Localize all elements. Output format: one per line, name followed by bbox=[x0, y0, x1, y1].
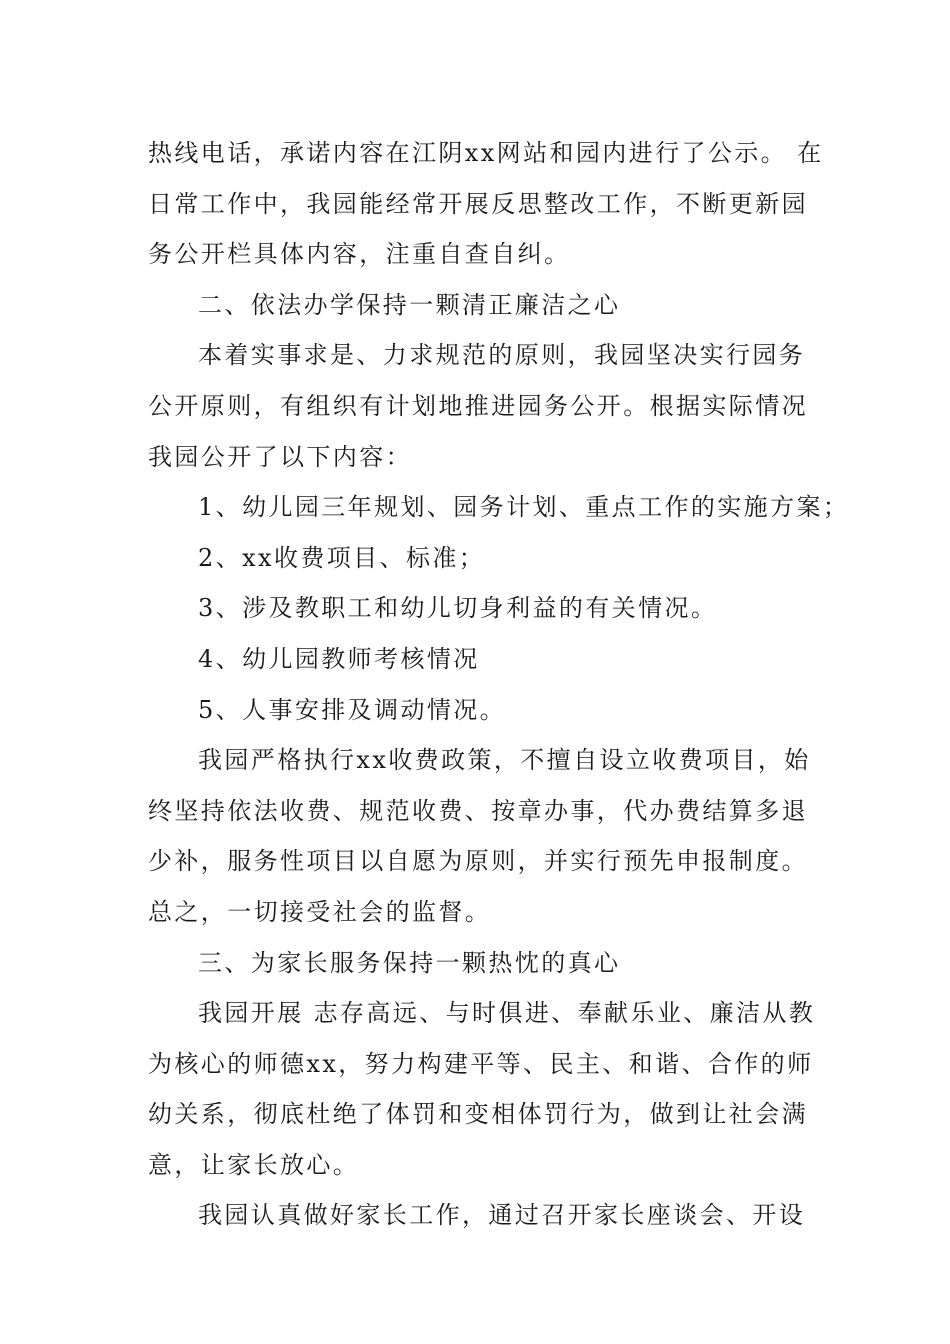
list-item: 3、涉及教职工和幼儿切身利益的有关情况。 bbox=[198, 594, 718, 623]
section-heading: 二、依法办学保持一颗清正廉洁之心 bbox=[198, 290, 621, 319]
text-line: 热线电话，承诺内容在江阴xx网站和园内进行了公示。 在 bbox=[148, 139, 824, 167]
text-line: 公开原则，有组织有计划地推进园务公开。根据实际情况 bbox=[148, 391, 808, 420]
text-line: 日常工作中，我园能经常开展反思整改工作，不断更新园 bbox=[148, 189, 808, 218]
text-line: 我园开展 志存高远、与时俱进、奉献乐业、廉洁从教 bbox=[198, 999, 816, 1028]
list-item: 4、幼儿园教师考核情况 bbox=[198, 644, 480, 673]
section-heading: 三、为家长服务保持一颗热忱的真心 bbox=[198, 948, 621, 977]
text-line: 我园公开了以下内容： bbox=[148, 442, 412, 471]
list-item: 1、幼儿园三年规划、园务计划、重点工作的实施方案； bbox=[198, 493, 850, 522]
document-body bbox=[148, 128, 850, 1241]
text-line: 总之，一切接受社会的监督。 bbox=[148, 897, 492, 926]
text-line: 为核心的师德xx，努力构建平等、民主、和谐、合作的师 bbox=[148, 1049, 814, 1078]
text-line: 我园认真做好家长工作，通过召开家长座谈会、开设 bbox=[198, 1201, 806, 1230]
list-item: 5、人事安排及调动情况。 bbox=[198, 695, 507, 724]
text-line: 务公开栏具体内容，注重自查自纠。 bbox=[148, 240, 571, 269]
text-line: 终坚持依法收费、规范收费、按章办事，代办费结算多退 bbox=[148, 796, 808, 825]
list-item: 2、xx收费项目、标准； bbox=[198, 543, 486, 572]
text-line: 本着实事求是、力求规范的原则，我园坚决实行园务 bbox=[198, 341, 806, 370]
text-line: 意，让家长放心。 bbox=[148, 1150, 360, 1179]
text-line: 少补，服务性项目以自愿为原则，并实行预先申报制度。 bbox=[148, 847, 808, 876]
text-line: 我园严格执行xx收费政策，不擅自设立收费项目，始 bbox=[198, 746, 811, 775]
text-line: 幼关系，彻底杜绝了体罚和变相体罚行为，做到让社会满 bbox=[148, 1100, 808, 1129]
